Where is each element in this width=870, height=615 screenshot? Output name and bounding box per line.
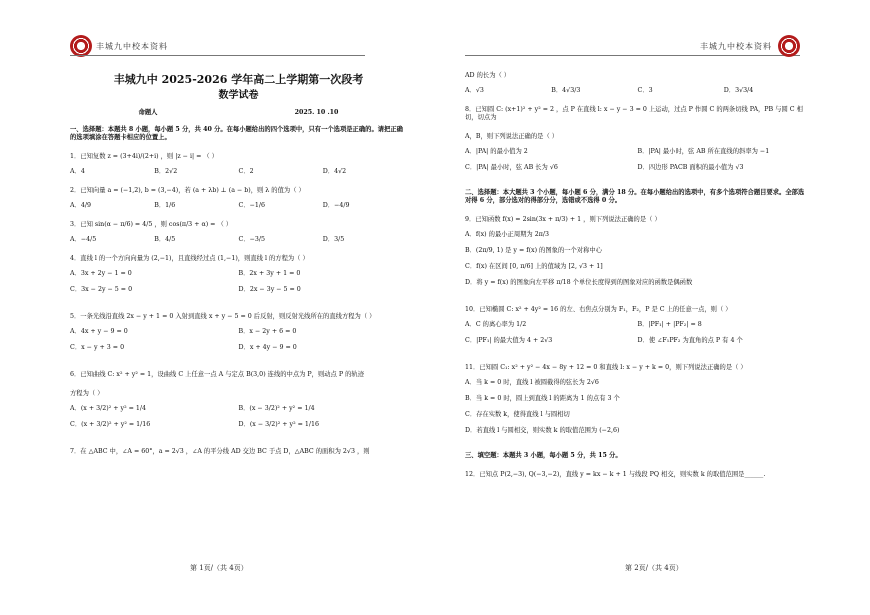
page-footer: 第 2页/（共 4页） — [625, 564, 683, 572]
option-a: A．3x + 2y − 1 = 0 — [70, 270, 132, 277]
exam-page-2 — [435, 0, 870, 615]
question-7-cont: AD 的长为（ ） — [465, 72, 511, 79]
option-b: B．4√3/3 — [551, 87, 581, 94]
option-a: A．(x + 3/2)² + y² = 1/4 — [70, 405, 147, 412]
exam-title: 丰城九中 2025-2026 学年高二上学期第一次段考 — [113, 73, 364, 86]
option-c: C．3x − 2y − 5 = 0 — [70, 286, 133, 293]
option-c: C．(x + 3/2)² + y² = 1/16 — [70, 421, 151, 428]
header-text: 丰城九中校本资料 — [96, 42, 168, 51]
exam-date: 2025. 10 .10 — [294, 109, 339, 116]
question-8: 8．已知圆 C: (x+1)² + y² = 2 ，点 P 在直线 l: x − y − 3 = 0 上运动，过点 P 作圆 C 的两条切线 PA，PB 与圆 C 相切，切点为 — [465, 106, 803, 121]
option-c: C．3 — [637, 87, 653, 94]
question-2-options — [70, 202, 407, 210]
question-9: 9．已知函数 f(x) = 2sin(3x + π/3) + 1 ，则下列说法正确的是（ ） — [465, 216, 661, 223]
option-b: B．(2π/9, 1) 是 y = f(x) 的图象的一个对称中心 — [465, 247, 603, 254]
option-d: D．将 y = f(x) 的图象向左平移 π/18 个单位长度得到的图象对应的函数是偶函数 — [465, 279, 693, 286]
option-c: C．x − y + 3 = 0 — [70, 344, 125, 351]
question-5-options — [70, 328, 407, 360]
question-3-options — [70, 236, 407, 244]
question-8-cont: A，B，则下列说法正确的是（ ） — [465, 133, 559, 140]
question-4-options — [70, 270, 407, 302]
option-a: A．当 k = 0 时，直线 l 被圆截得的弦长为 2√6 — [465, 379, 599, 386]
option-d: D．−4/9 — [322, 202, 350, 209]
question-2: 2．已知向量 a = (−1,2), b = (3,−4)，若 (a + λb) ⊥ (a − b)，则 λ 的值为（ ） — [70, 187, 305, 194]
option-a: A．|PA| 的最小值为 2 — [465, 148, 528, 155]
option-a: A．C 的离心率为 1/2 — [465, 321, 527, 328]
section-3-heading: 三、填空题：本题共 3 小题，每小题 5 分，共 15 分。 — [465, 452, 622, 459]
option-b: B．|PA| 最小时，弦 AB 所在直线的斜率为 −1 — [637, 148, 770, 155]
exam-meta — [70, 109, 407, 117]
page-body — [465, 72, 810, 486]
option-c: C．−1/6 — [238, 202, 266, 209]
option-b: B．当 k = 0 时，圆上到直线 l 的距离为 1 的点有 3 个 — [465, 395, 620, 402]
question-8-options — [465, 148, 810, 180]
option-d: D．若直线 l 与圆相交，则实数 k 的取值范围为 (−2,6) — [465, 427, 620, 434]
option-c: C．|PA| 最小时，弦 AB 长为 √6 — [465, 164, 558, 171]
question-12: 12．已知点 P(2,−3), Q(−3,−2)，直线 y = kx − k + 1 与线段 PQ 相交，则实数 k 的取值范围是______. — [465, 471, 766, 478]
option-d: D．4√2 — [322, 168, 347, 175]
exam-subtitle: 数学试卷 — [218, 90, 259, 101]
option-a: A．f(x) 的最小正周期为 2π/3 — [465, 231, 549, 238]
option-d: D．2x − 3y − 5 = 0 — [238, 286, 301, 293]
option-d: D．使 ∠F₁PF₂ 为直角的点 P 有 4 个 — [637, 337, 743, 344]
page-body — [70, 60, 407, 463]
option-c: C．f(x) 在区间 [0, π/6] 上的值域为 [2, √3 + 1] — [465, 263, 603, 270]
option-b: B．4/5 — [154, 236, 176, 243]
question-10: 10．已知椭圆 C: x² + 4y² = 16 的左、右焦点分别为 F₁，F₂，P 是 C 上的任意一点，则（ ） — [465, 306, 732, 313]
option-d: D．(x − 3/2)² + y² = 1/16 — [238, 421, 320, 428]
option-a: A．√3 — [465, 87, 484, 94]
school-seal-icon — [778, 35, 800, 57]
option-a: A．−4/5 — [70, 236, 97, 243]
option-b: B．|PF₁| + |PF₂| = 8 — [637, 321, 702, 328]
question-11: 11．已知圆 C₁: x² + y² − 4x − 8y + 12 = 0 和直线 l: x − y + k = 0，则下列说法正确的是（ ） — [465, 364, 747, 371]
question-6-cont: 方程为（ ） — [70, 390, 104, 397]
section-1-heading: 一、选择题：本题共 8 小题，每小题 5 分，共 40 分。在每小题给出的四个选项中，只有一个选项是正确的。请把正确的选项填涂在答题卡相应的位置上。 — [70, 126, 403, 141]
question-7-options — [465, 87, 810, 95]
option-b: B．(x − 3/2)² + y² = 1/4 — [238, 405, 315, 412]
page-footer: 第 1页/（共 4页） — [190, 564, 248, 572]
option-c: C．2 — [238, 168, 254, 175]
question-5: 5．一条光线沿直线 2x − y + 1 = 0 入射到直线 x + y − 5 = 0 后反射，则反射光线所在的直线方程为（ ） — [70, 313, 376, 320]
option-d: D．x + 4y − 9 = 0 — [238, 344, 297, 351]
question-4: 4．直线 l 的一个方向向量为 (2,−1)，且直线经过点 (1,−1)，则直线 l 的方程为（ ） — [70, 255, 309, 262]
question-6: 6．已知曲线 C: x² + y² = 1，设曲线 C 上任意一点 A 与定点 B(3,0) 连线的中点为 P，则动点 P 的轨迹 — [70, 371, 364, 378]
question-7: 7．在 △ABC 中，∠A = 60°，a = 2√3 ，∠A 的平分线 AD 交边 BC 于点 D，△ABC 的面积为 2√3 ，则 — [70, 448, 370, 455]
question-10-options — [465, 321, 810, 353]
option-d: D．四边形 PACB 面积的最小值为 √3 — [637, 164, 744, 171]
option-c: C．−3/5 — [238, 236, 266, 243]
question-11-options — [465, 379, 810, 443]
author-label: 命题人 — [138, 109, 158, 116]
question-1: 1．已知复数 z = (3+4i)/(2+i) ，则 |z − i| = （ ） — [70, 153, 218, 160]
option-b: B．1/6 — [154, 202, 176, 209]
section-2-heading: 二、选择题：本大题共 3 个小题，每小题 6 分，满分 18 分。在每小题给出的选项中，有多个选项符合题目要求。全部选对得 6 分，部分选对的得部分分，选错或不选得 0 分。 — [465, 189, 805, 204]
option-d: D．3/5 — [322, 236, 345, 243]
header-text: 丰城九中校本资料 — [700, 42, 772, 51]
option-b: B．2x + 3y + 1 = 0 — [238, 270, 301, 277]
option-b: B．x − 2y + 6 = 0 — [238, 328, 297, 335]
question-6-options — [70, 405, 407, 437]
option-a: A．4/9 — [70, 202, 91, 209]
page-header — [465, 33, 800, 56]
option-a: A．4 — [70, 168, 85, 175]
option-d: D．3√3/4 — [723, 87, 754, 94]
option-c: C．存在实数 k，使得直线 l 与圆相切 — [465, 411, 570, 418]
question-1-options — [70, 168, 407, 176]
question-3: 3．已知 sin(α − π/6) = 4/5 ，则 cos(π/3 + α) = （ ） — [70, 221, 233, 228]
option-a: A．4x + y − 9 = 0 — [70, 328, 128, 335]
option-c: C．|PF₁| 的最大值为 4 + 2√3 — [465, 337, 553, 344]
option-b: B．2√2 — [154, 168, 178, 175]
page-header — [70, 33, 365, 56]
question-9-options — [465, 231, 810, 295]
